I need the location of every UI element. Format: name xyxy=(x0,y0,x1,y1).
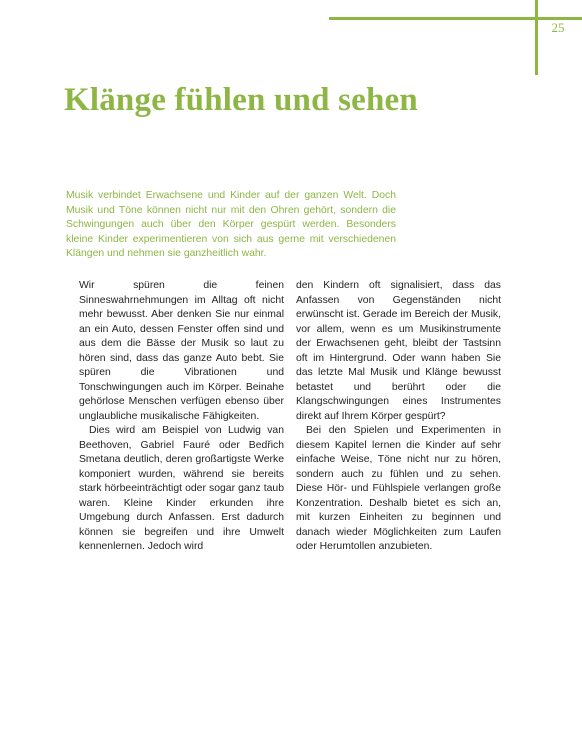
body-paragraph: Wir spüren die feinen Sinneswahrnehmungen im Alltag oft nicht mehr bewusst. Aber denken Sie nur einmal an ein Auto, dessen Fenster offen sind und aus dem die Bässe der Musik so laut zu hören sind, dass das ganze Auto bebt. Sie spüren die Vibrationen und Tonschwingungen auch im Körper. Beinahe gehörlose Menschen verfügen ebenso über unglaubliche musikalische Fähigkeiten. xyxy=(79,280,284,422)
intro-paragraph: Musik verbindet Erwachsene und Kinder auf der ganzen Welt. Doch Musik und Töne können nicht nur mit den Ohren gehört, sondern die Schwingungen auch über den Körper gespürt werden. Besonders kleine Kinder experimentieren von sich aus gerne mit verschiedenen Klängen und nehmen sie ganzheitlich wahr. xyxy=(66,190,396,259)
body-paragraph: den Kindern oft signalisiert, dass das Anfassen von Gegenständen nicht erwünscht ist. Gerade im Bereich der Musik, vor allem, wenn es um Musikinstrumente der Erwachsenen geht, bleibt der Tastsinn oft im Hintergrund. Oder wann haben Sie das letzte Mal Musik und Klänge bewusst betastet und berührt oder die Klangschwingungen eines Instrumentes direkt auf Ihrem Körper gespürt? xyxy=(296,280,501,422)
body-paragraph: Dies wird am Beispiel von Ludwig van Beethoven, Gabriel Fauré oder Bedřich Smetana deutlich, deren großartigste Werke komponiert wurden, während sie bereits stark hörbeeinträchtigt oder sogar ganz taub waren. Kleine Kinder erkunden ihre Umgebung durch Anfassen. Erst dadurch können sie begreifen und ihre Umwelt kennenlernen. Jedoch wird xyxy=(79,425,284,552)
page-number-rule xyxy=(535,0,538,75)
page-number: 25 xyxy=(551,20,565,35)
body-column-left xyxy=(79,279,284,555)
page-title: Klänge fühlen und sehen xyxy=(64,82,418,118)
body-columns xyxy=(79,279,510,552)
body-paragraph: Bei den Spielen und Experimenten in diesem Kapitel lernen die Kinder auf sehr einfache Weise, Töne nicht nur zu hören, sondern auch zu fühlen und zu sehen. Diese Hör- und Fühlspiele verlangen große Konzentration. Deshalb bietet es sich an, mit kurzen Einheiten zu beginnen und danach wieder Möglichkeiten zum Laufen oder Herumtollen anzubieten. xyxy=(296,425,501,552)
body-column-right xyxy=(296,279,501,555)
